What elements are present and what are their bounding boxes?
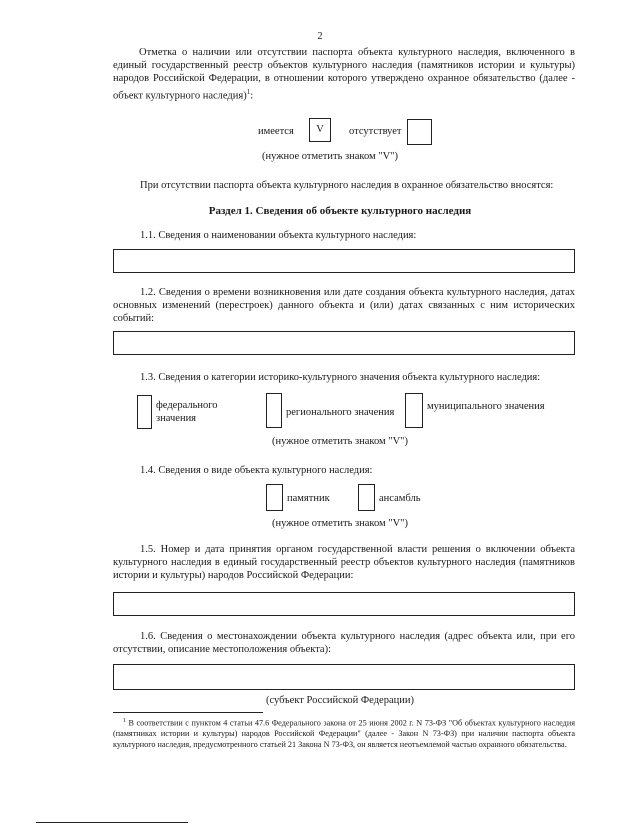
page-number: 2 xyxy=(317,31,323,42)
bottom-rule xyxy=(36,822,188,823)
item-1-1-field[interactable] xyxy=(113,249,575,273)
footnote xyxy=(113,716,575,750)
footnote-text: В соответствии с пунктом 4 статьи 47.6 Федерального закона от 25 июня 2002 г. N 73-ФЗ "Об объектах культурного наследия (памятниках истории и культуры) народов Российской Федерации" (далее - Закон N 73-ФЗ) при наличии паспорта объекта культурного наследия, предусмотренного статьей 21 Закона N 73-ФЗ, он является неотъемлемой частью охранного обязательства. xyxy=(113,718,575,749)
absent-passport-note: При отсутствии паспорта объекта культурного наследия в охранное обязательство вносятся: xyxy=(140,180,554,191)
passport-absent-label: отсутствует xyxy=(349,126,402,137)
ensemble-checkbox[interactable] xyxy=(358,484,375,511)
footnote-separator xyxy=(113,712,263,713)
item-1-5-label: 1.5. Номер и дата принятия органом государственной власти решения о включении объекта культурного наследия в единый государственный реестр объектов культурного наследия (памятников истории и культуры) народов Российской Федерации: xyxy=(113,544,575,582)
federal-significance-label-line2: значения xyxy=(156,413,197,424)
item-1-4-label: 1.4. Сведения о виде объекта культурного наследия: xyxy=(140,465,373,476)
passport-exists-checkbox[interactable] xyxy=(309,118,331,142)
passport-absent-checkbox[interactable] xyxy=(407,119,432,145)
item-1-6-caption: (субъект Российской Федерации) xyxy=(266,695,414,706)
passport-intro-text: Отметка о наличии или отсутствии паспорта объекта культурного наследия, включенного в единый государственный реестр объектов культурного наследия (памятников истории и культуры) народов Российской Федерации, в отношении которого утверждено охранное обязательство (далее - объект культурного наследия) xyxy=(113,47,575,102)
monument-label: памятник xyxy=(287,493,330,504)
footnote-reference: 1 xyxy=(246,87,251,96)
passport-intro-tail: : xyxy=(250,90,254,102)
item-1-3-label: 1.3. Сведения о категории историко-культурного значения объекта культурного наследия: xyxy=(140,372,541,383)
passport-hint: (нужное отметить знаком "V") xyxy=(262,151,398,162)
item-1-1-label: 1.1. Сведения о наименовании объекта культурного наследия: xyxy=(140,230,417,241)
item-1-2-field[interactable] xyxy=(113,331,575,355)
federal-significance-checkbox[interactable] xyxy=(137,395,152,429)
federal-significance-label-line1: федерального xyxy=(156,400,218,411)
item-1-3-hint: (нужное отметить знаком "V") xyxy=(272,436,408,447)
passport-exists-label: имеется xyxy=(258,126,294,137)
item-1-6-label: 1.6. Сведения о местонахождении объекта культурного наследия (адрес объекта или, при его отсутствии, описание местоположения объекта): xyxy=(113,631,575,656)
monument-checkbox[interactable] xyxy=(266,484,283,511)
passport-intro-paragraph xyxy=(113,46,575,102)
footnote-mark: 1 xyxy=(123,718,126,724)
item-1-6-field[interactable] xyxy=(113,664,575,690)
passport-exists-mark: V xyxy=(316,124,324,135)
municipal-significance-label: муниципального значения xyxy=(427,401,545,412)
section-1-title: Раздел 1. Сведения об объекте культурного наследия xyxy=(208,205,472,217)
regional-significance-label: регионального значения xyxy=(286,407,395,418)
item-1-2-label: 1.2. Сведения о времени возникновения или дате создания объекта культурного наследия, датах основных изменений (перестроек) данного объекта и (или) датах связанных с ним исторических событий: xyxy=(113,287,575,325)
item-1-4-hint: (нужное отметить знаком "V") xyxy=(272,518,408,529)
municipal-significance-checkbox[interactable] xyxy=(405,393,423,428)
regional-significance-checkbox[interactable] xyxy=(266,393,282,428)
item-1-5-field[interactable] xyxy=(113,592,575,616)
ensemble-label: ансамбль xyxy=(379,493,421,504)
